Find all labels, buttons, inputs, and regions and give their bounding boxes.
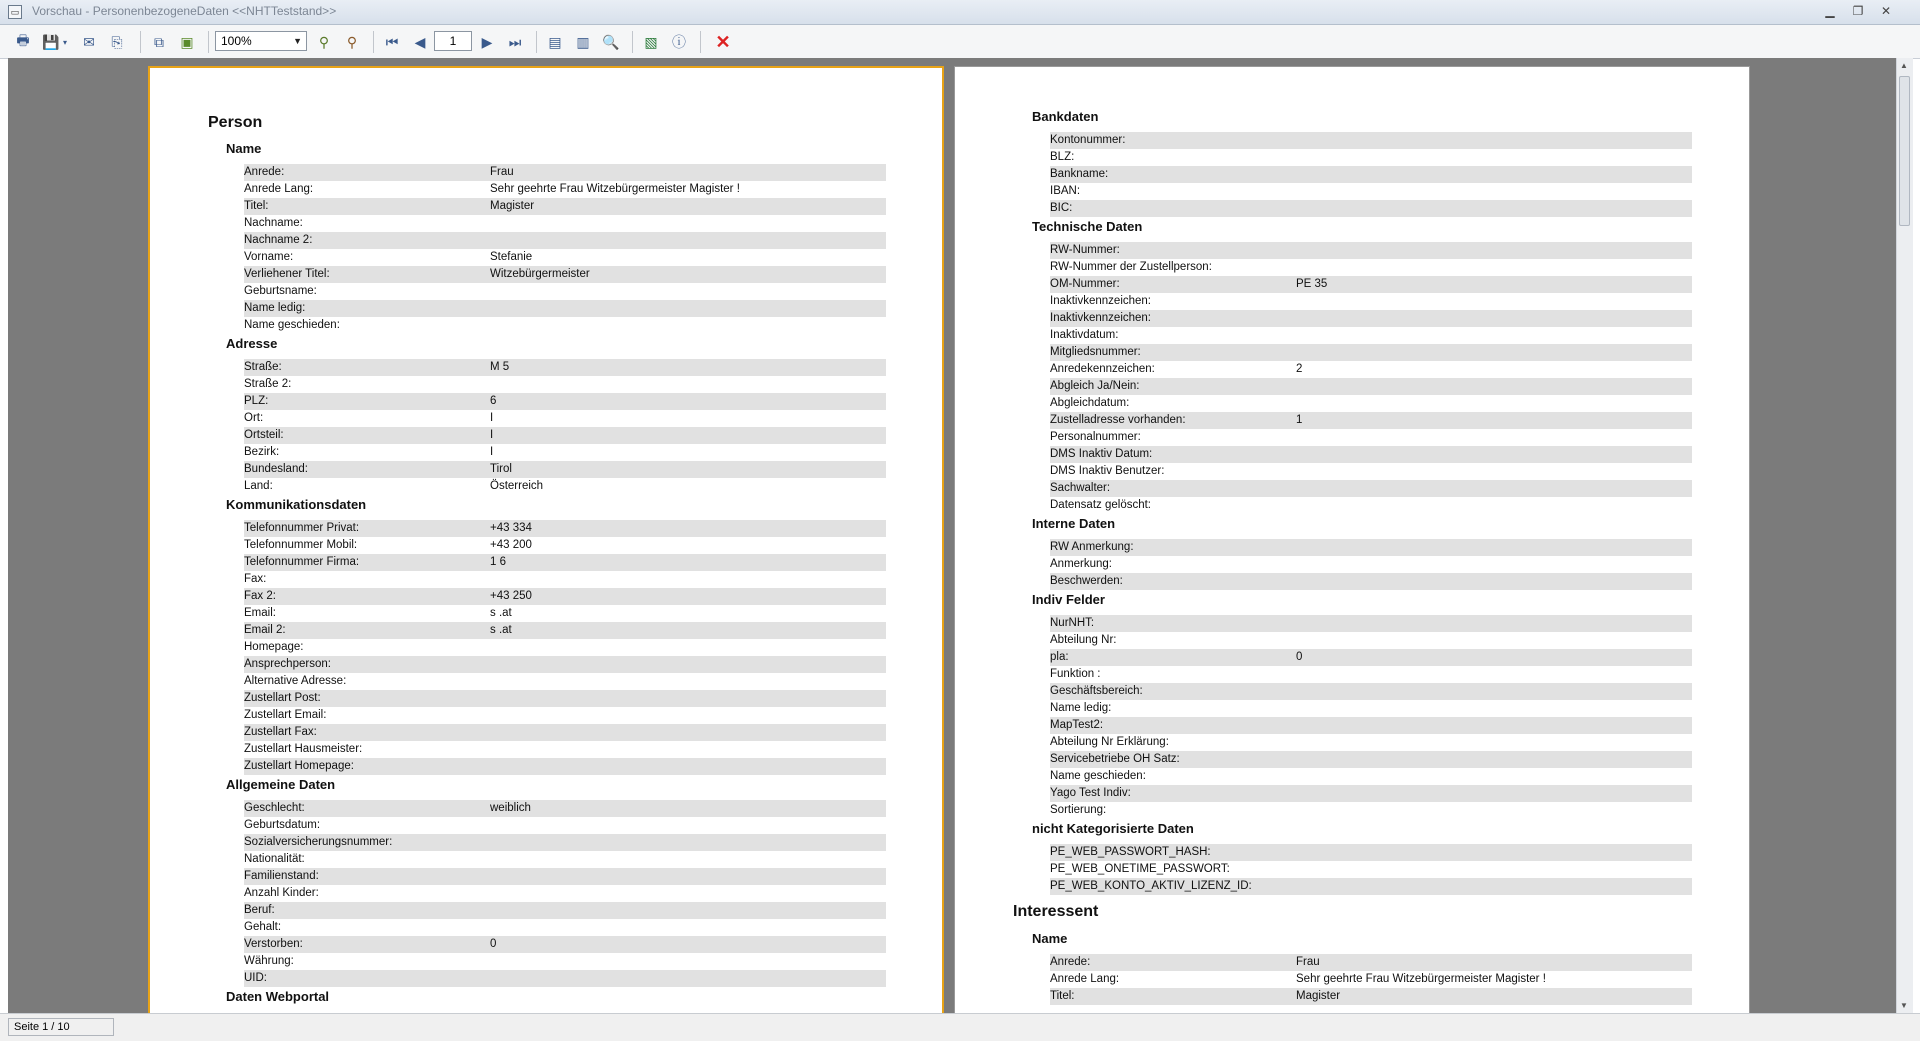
data-row (244, 181, 886, 198)
data-row (1050, 802, 1692, 819)
field-label: DMS Inaktiv Datum: (1050, 448, 1153, 460)
field-label: Inaktivkennzeichen: (1050, 295, 1152, 307)
data-row (244, 359, 886, 376)
field-label: Personalnummer: (1050, 431, 1141, 443)
field-label: RW-Nummer: (1050, 244, 1120, 256)
preview-area[interactable] (8, 58, 1896, 1013)
data-row (244, 164, 886, 181)
field-label: Geburtsdatum: (244, 819, 321, 831)
field-value: +43 200 (490, 539, 532, 551)
field-label: PE_WEB_PASSWORT_HASH: (1050, 846, 1211, 858)
data-row (1050, 132, 1692, 149)
data-row (1050, 971, 1692, 988)
field-label: Nachname 2: (244, 234, 313, 246)
field-label: Alternative Adresse: (244, 675, 347, 687)
section-heading: Daten Webportal (226, 989, 330, 1004)
field-label: Sachwalter: (1050, 482, 1111, 494)
data-row (1050, 615, 1692, 632)
data-row (1050, 683, 1692, 700)
field-value: Österreich (490, 480, 544, 492)
data-row (1050, 539, 1692, 556)
data-row (1050, 310, 1692, 327)
paste-icon[interactable]: ▣ (180, 33, 194, 50)
field-label: Fax: (244, 573, 267, 585)
field-label: Abgleichdatum: (1050, 397, 1130, 409)
field-value: s .at (490, 624, 512, 636)
data-row (1050, 242, 1692, 259)
field-label: Anredekennzeichen: (1050, 363, 1155, 375)
data-row (244, 673, 886, 690)
field-label: Ort: (244, 412, 264, 424)
data-row (244, 588, 886, 605)
data-row (244, 902, 886, 919)
field-label: Sozialversicherungsnummer: (244, 836, 393, 848)
field-label: Telefonnummer Privat: (244, 522, 360, 534)
section-heading: Bankdaten (1032, 109, 1099, 124)
close-window-button[interactable]: ✕ (1880, 4, 1892, 18)
field-label: Name geschieden: (244, 319, 340, 331)
data-row (244, 232, 886, 249)
field-label: Name ledig: (1050, 702, 1112, 714)
data-row (244, 868, 886, 885)
print-icon[interactable]: 🖶 (16, 32, 30, 48)
data-row (1050, 844, 1692, 861)
page-number-input[interactable]: 1 (434, 31, 472, 51)
field-label: Straße: (244, 361, 282, 373)
data-row (1050, 446, 1692, 463)
section-heading: Allgemeine Daten (226, 777, 336, 792)
field-label: Homepage: (244, 641, 304, 653)
data-row (244, 571, 886, 588)
field-label: RW-Nummer der Zustellperson: (1050, 261, 1212, 273)
field-label: Ortsteil: (244, 429, 284, 441)
data-row (1050, 700, 1692, 717)
data-row (244, 936, 886, 953)
data-row (1050, 556, 1692, 573)
field-label: Email: (244, 607, 276, 619)
save-dropdown-icon[interactable]: ▾ (62, 37, 67, 47)
field-value: PE 35 (1296, 278, 1328, 290)
field-label: Zustellart Hausmeister: (244, 743, 363, 755)
data-row (244, 461, 886, 478)
data-row (1050, 259, 1692, 276)
field-value: +43 334 (490, 522, 532, 534)
field-value: +43 250 (490, 590, 532, 602)
field-label: Verstorben: (244, 938, 303, 950)
page-status: Seite 1 / 10 (8, 1018, 114, 1036)
field-label: BIC: (1050, 202, 1073, 214)
data-row (244, 427, 886, 444)
search-icon[interactable]: 🔍 (602, 33, 620, 50)
two-pages-icon[interactable]: ▥ (576, 33, 590, 50)
field-value: I (490, 412, 494, 424)
field-label: Zustellart Post: (244, 692, 321, 704)
field-label: pla: (1050, 651, 1069, 663)
field-value: Frau (490, 166, 514, 178)
data-row (244, 758, 886, 775)
zoom-select[interactable]: 100% ▼ (215, 31, 307, 51)
field-label: MapTest2: (1050, 719, 1104, 731)
data-row (244, 741, 886, 758)
data-row (244, 707, 886, 724)
data-row (1050, 649, 1692, 666)
report-page-2 (954, 66, 1750, 1013)
field-label: Zustellart Homepage: (244, 760, 354, 772)
data-row (244, 800, 886, 817)
save-icon[interactable]: 💾 (42, 33, 60, 50)
field-label: Abteilung Nr Erklärung: (1050, 736, 1169, 748)
info-icon[interactable]: ⓘ (672, 34, 686, 50)
field-label: Telefonnummer Mobil: (244, 539, 358, 551)
field-label: Ansprechperson: (244, 658, 331, 670)
previous-page-icon[interactable]: ◀ (414, 33, 426, 50)
data-row (1050, 480, 1692, 497)
window-menu-icon[interactable]: ▭ (8, 5, 22, 19)
field-value: 1 (1296, 414, 1303, 426)
first-page-icon[interactable]: ⏮ (385, 33, 399, 50)
field-label: Anrede Lang: (244, 183, 314, 195)
field-label: Geburtsname: (244, 285, 317, 297)
data-row (1050, 861, 1692, 878)
field-value: 6 (490, 395, 497, 407)
data-row (244, 444, 886, 461)
title-bar (0, 0, 1920, 25)
field-value: 0 (1296, 651, 1303, 663)
data-row (1050, 573, 1692, 590)
data-row (244, 817, 886, 834)
field-label: Sortierung: (1050, 804, 1107, 816)
field-label: OM-Nummer: (1050, 278, 1120, 290)
data-row (244, 953, 886, 970)
data-row (1050, 166, 1692, 183)
field-label: Geschäftsbereich: (1050, 685, 1143, 697)
field-value: Witzebürgermeister (490, 268, 590, 280)
data-row (1050, 717, 1692, 734)
data-row (244, 724, 886, 741)
data-row (1050, 497, 1692, 514)
field-label: Kontonummer: (1050, 134, 1126, 146)
field-label: Gehalt: (244, 921, 282, 933)
data-row (1050, 429, 1692, 446)
field-label: Währung: (244, 955, 294, 967)
next-page-icon[interactable]: ▶ (481, 33, 493, 50)
field-value: M 5 (490, 361, 510, 373)
field-label: Name geschieden: (1050, 770, 1146, 782)
field-label: Land: (244, 480, 273, 492)
section-heading: Name (226, 141, 262, 156)
field-label: Anmerkung: (1050, 558, 1113, 570)
data-row (1050, 954, 1692, 971)
field-label: Titel: (244, 200, 269, 212)
data-row (1050, 344, 1692, 361)
field-label: IBAN: (1050, 185, 1081, 197)
field-label: Funktion : (1050, 668, 1101, 680)
field-value: 1 6 (490, 556, 506, 568)
field-label: Datensatz gelöscht: (1050, 499, 1152, 511)
data-row (244, 376, 886, 393)
section-heading: Technische Daten (1032, 219, 1143, 234)
restore-button[interactable]: ❐ (1852, 4, 1864, 18)
data-row (1050, 200, 1692, 217)
field-value: 2 (1296, 363, 1303, 375)
data-row (1050, 412, 1692, 429)
data-row (244, 215, 886, 232)
status-bar (0, 1013, 1920, 1041)
field-value: Magister (490, 200, 535, 212)
field-value: Sehr geehrte Frau Witzebürgermeister Magister ! (490, 183, 740, 195)
field-value: Tirol (490, 463, 512, 475)
field-label: PLZ: (244, 395, 269, 407)
data-row (1050, 361, 1692, 378)
field-label: Bundesland: (244, 463, 308, 475)
field-label: Straße 2: (244, 378, 292, 390)
field-label: Anrede: (244, 166, 285, 178)
field-label: Nachname: (244, 217, 303, 229)
field-label: Anrede: (1050, 956, 1091, 968)
data-row (1050, 395, 1692, 412)
data-row (1050, 183, 1692, 200)
section-heading: Interne Daten (1032, 516, 1116, 531)
field-label: Nationalität: (244, 853, 305, 865)
section-heading: Adresse (226, 336, 278, 351)
single-page-icon[interactable]: ▤ (548, 33, 562, 50)
field-label: RW Anmerkung: (1050, 541, 1134, 553)
field-label: Telefonnummer Firma: (244, 556, 360, 568)
data-row (1050, 768, 1692, 785)
zoom-out-icon[interactable]: ⚲ (346, 33, 358, 50)
data-row (1050, 293, 1692, 310)
data-row (244, 834, 886, 851)
field-label: Zustellart Email: (244, 709, 327, 721)
field-label: NurNHT: (1050, 617, 1095, 629)
field-label: Yago Test Indiv: (1050, 787, 1131, 799)
data-row (244, 605, 886, 622)
data-row (1050, 463, 1692, 480)
data-row (244, 656, 886, 673)
data-row (1050, 666, 1692, 683)
section-heading: Name (1032, 931, 1068, 946)
field-label: BLZ: (1050, 151, 1075, 163)
field-label: Geschlecht: (244, 802, 305, 814)
data-row (244, 249, 886, 266)
field-label: Beruf: (244, 904, 275, 916)
data-row (244, 283, 886, 300)
field-value: 0 (490, 938, 497, 950)
field-label: Vorname: (244, 251, 294, 263)
field-label: PE_WEB_KONTO_AKTIV_LIZENZ_ID: (1050, 880, 1252, 892)
section-heading: Kommunikationsdaten (226, 497, 367, 512)
window-title: Vorschau - PersonenbezogeneDaten <<NHTTeststand>> (32, 4, 337, 18)
field-label: Familienstand: (244, 870, 319, 882)
report-title-person: Person (208, 114, 263, 131)
field-value: Stefanie (490, 251, 533, 263)
data-row (244, 885, 886, 902)
field-value: Frau (1296, 956, 1320, 968)
data-row (244, 520, 886, 537)
data-row (1050, 878, 1692, 895)
data-row (244, 851, 886, 868)
field-label: Name ledig: (244, 302, 306, 314)
email-icon[interactable]: ✉ (83, 33, 95, 50)
scrollbar-thumb[interactable] (1899, 76, 1910, 226)
zoom-in-icon[interactable]: ⚲ (318, 33, 330, 50)
image-export-icon[interactable]: ▧ (644, 33, 658, 50)
data-row (244, 554, 886, 571)
field-label: Zustellart Fax: (244, 726, 317, 738)
vertical-scrollbar[interactable]: ▲ ▼ (1896, 58, 1913, 1013)
field-label: Fax 2: (244, 590, 276, 602)
last-page-icon[interactable]: ⏭ (508, 33, 522, 50)
field-label: Email 2: (244, 624, 286, 636)
field-label: UID: (244, 972, 267, 984)
data-row (1050, 276, 1692, 293)
field-label: Anzahl Kinder: (244, 887, 319, 899)
data-row (244, 198, 886, 215)
data-row (244, 639, 886, 656)
data-row (244, 690, 886, 707)
toolbar (0, 25, 1920, 59)
field-value: s .at (490, 607, 512, 619)
field-value: weiblich (490, 802, 531, 814)
data-row (1050, 785, 1692, 802)
data-row (244, 410, 886, 427)
data-row (1050, 988, 1692, 1005)
section-heading: Indiv Felder (1032, 592, 1105, 607)
field-value: Magister (1296, 990, 1341, 1002)
data-row (1050, 378, 1692, 395)
data-row (244, 300, 886, 317)
minimize-button[interactable]: ▁ (1825, 4, 1835, 18)
field-label: Bezirk: (244, 446, 280, 458)
data-row (244, 393, 886, 410)
section-heading: nicht Kategorisierte Daten (1032, 821, 1194, 836)
data-row (1050, 751, 1692, 768)
copy-icon[interactable]: ⧉ (154, 33, 164, 50)
data-row (244, 919, 886, 936)
field-label: Mitgliedsnummer: (1050, 346, 1141, 358)
close-preview-icon[interactable]: ✕ (715, 31, 731, 52)
field-label: Beschwerden: (1050, 575, 1123, 587)
data-row (244, 317, 886, 334)
field-label: Anrede Lang: (1050, 973, 1120, 985)
field-label: Inaktivdatum: (1050, 329, 1119, 341)
field-label: Abteilung Nr: (1050, 634, 1117, 646)
field-value: I (490, 446, 494, 458)
field-label: Verliehener Titel: (244, 268, 330, 280)
export-icon[interactable]: ⎘ (111, 33, 123, 50)
data-row (244, 537, 886, 554)
field-label: Bankname: (1050, 168, 1109, 180)
field-label: Abgleich Ja/Nein: (1050, 380, 1140, 392)
data-row (244, 266, 886, 283)
data-row (1050, 632, 1692, 649)
data-row (1050, 327, 1692, 344)
field-value: I (490, 429, 494, 441)
report-title-interessent: Interessent (1013, 903, 1099, 920)
data-row (1050, 149, 1692, 166)
field-label: Zustelladresse vorhanden: (1050, 414, 1186, 426)
field-label: DMS Inaktiv Benutzer: (1050, 465, 1165, 477)
report-page-1 (148, 66, 944, 1013)
field-label: Inaktivkennzeichen: (1050, 312, 1152, 324)
field-label: Servicebetriebe OH Satz: (1050, 753, 1180, 765)
field-label: PE_WEB_ONETIME_PASSWORT: (1050, 863, 1230, 875)
data-row (244, 622, 886, 639)
field-label: Titel: (1050, 990, 1075, 1002)
data-row (1050, 734, 1692, 751)
data-row (244, 970, 886, 987)
field-value: Sehr geehrte Frau Witzebürgermeister Magister ! (1296, 973, 1546, 985)
data-row (244, 478, 886, 495)
